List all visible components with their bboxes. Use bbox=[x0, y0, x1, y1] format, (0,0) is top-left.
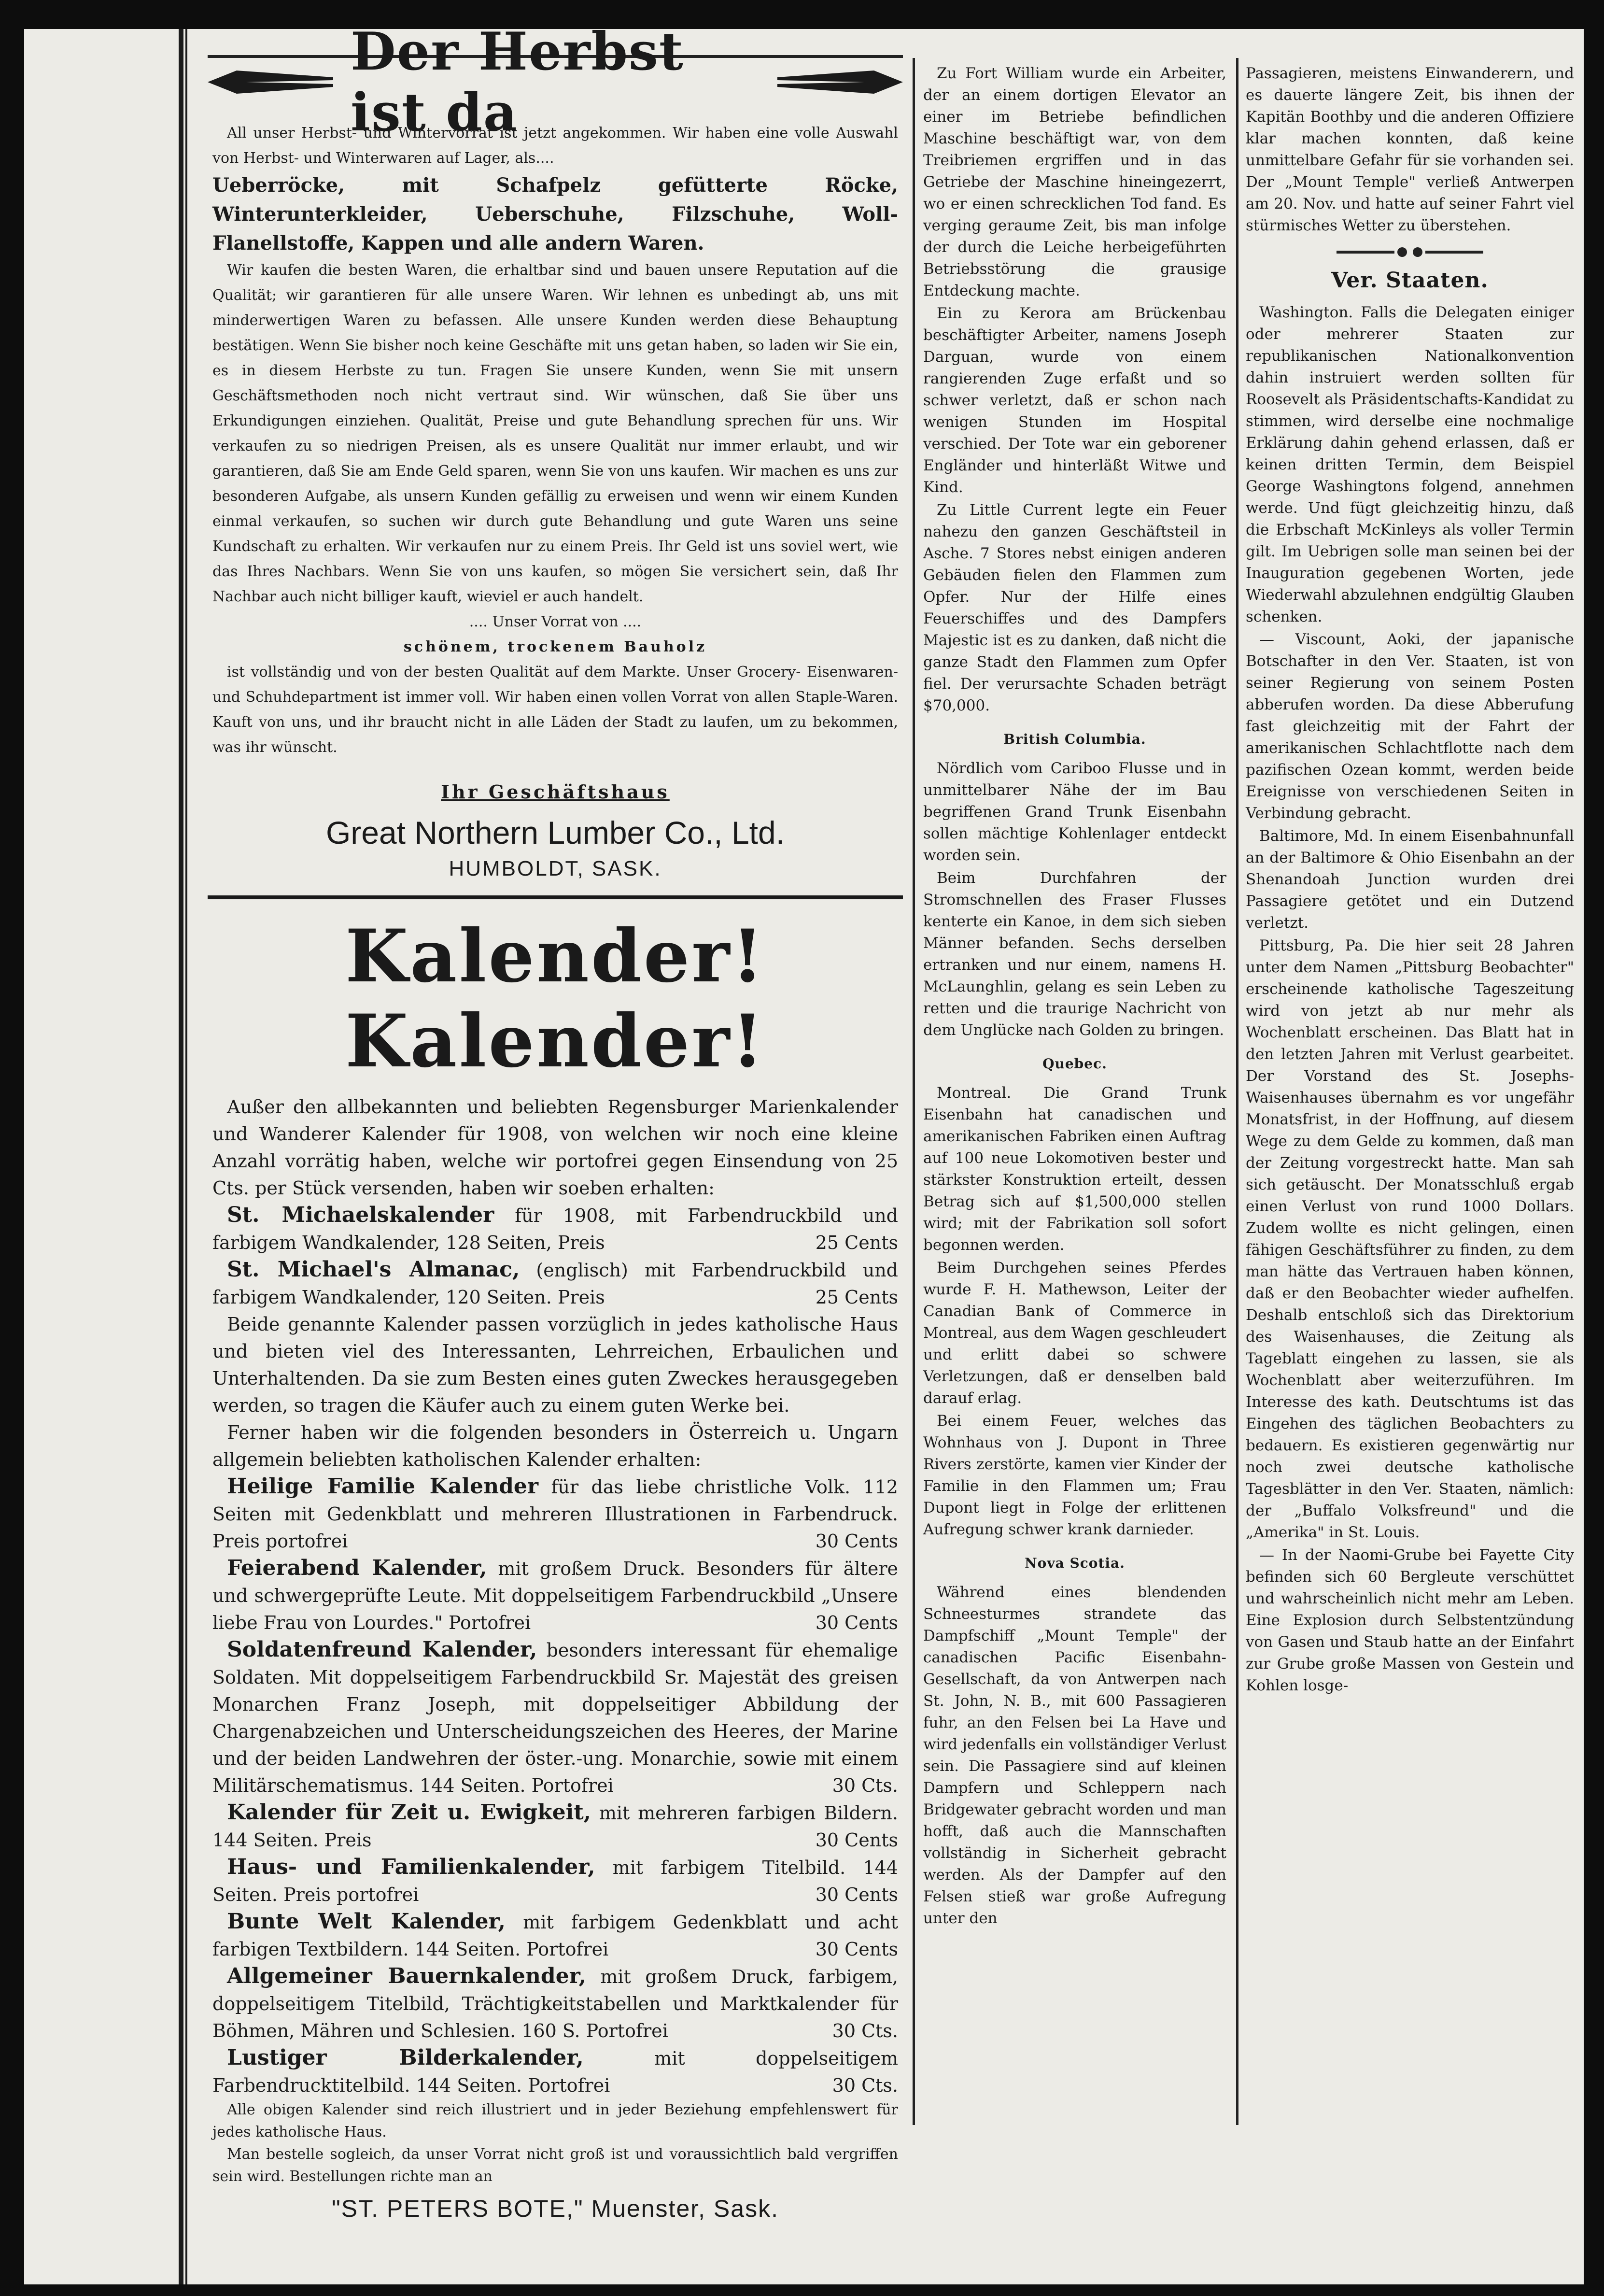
herbst-text: Wir kaufen die besten Waren, die erhaltbar sind und bauen unsere Reputation auf die Qualität; wir garantieren für alle unsere Waren. Wir lehnen es unbedingt ab, uns mit minderwertigen Waren zu befassen. Alle unsere Kunden werden diese Behauptung bestätigen. Wenn Sie bisher noch keine Geschäfte mit uns getan haben, so laden wir Sie ein, es in diesem Herbste zu tun. Fragen Sie unsere Kunden, wenn Sie mit unsern Geschäftsmethoden noch nicht vertraut sind. Wir wünschen, daß Sie über uns Erkundigungen einziehen. Qualität, Preise und gute Behandlung sprechen für uns. Wir verkaufen zu so niedrigen Preisen, als es unsere Qualität nur immer erlaubt, und wir garantieren, daß Sie am Ende Geld sparen, wenn Sie von uns kaufen. Wir machen es uns zur besonderen Aufgabe, als unsern Kunden gefällig zu erweisen und wenn wir einem Kunden einmal verkaufen, so suchen wir durch gute Behandlung und gute Waren uns seine Kundschaft zu erhalten. Wir verkaufen nur zu einem Preis. Ihr Geld ist uns soviel wert, wie das Ihres Nachbars. Wenn Sie von uns kaufen, so mögen Sie versichert sein, daß Ihr Nachbar auch nicht billiger kauft, wieviel er auch handelt. bbox=[212, 262, 898, 605]
article-naomi-grube: — In der Naomi-Grube bei Fayette City befinden sich 60 Bergleute verschüttet und wahrscheinlich nicht mehr am Leben. Eine Explosion durch Selbstentzündung von Gasen und Staub hatte an der Einfahrt zur Grube große Massen von Gestein und Kohlen losge- bbox=[1246, 1546, 1574, 1694]
news-column-canada bbox=[923, 63, 1226, 2125]
kalender-note-2: Man bestelle sogleich, da unser Vorrat nicht groß ist und voraussichtlich bald vergriffen sein wird. Bestellungen richte man an bbox=[212, 2146, 898, 2185]
herbst-intro: All unser Herbst- und Wintervorrat ist jetzt angekommen. Wir haben eine volle Auswahl von Herbst- und Winterwaren auf Lager, als.... bbox=[212, 125, 898, 167]
kalender-intro: Außer den allbekannten und beliebten Regensburger Marienkalender und Wanderer Kalender für 1908, von welchen wir noch eine kleine Anzahl vorrätig haben, welche wir portofrei gegen Einsendung von 25 Cts. per Stück versenden, haben wir soeben erhalten: bbox=[212, 1096, 898, 1199]
heading-ver-staaten: Ver. Staaten. bbox=[1331, 268, 1489, 293]
herbst-body bbox=[208, 121, 903, 805]
kalender-item: St. Michael's Almanac, (englisch) mit Farbendruckbild und farbigem Wandkalender, 120 Seiten. Preis 25 Cents bbox=[212, 1257, 898, 1308]
article-mathewson: Beim Durchgehen seines Pferdes wurde F. H. Mathewson, Leiter der Canadian Bank of Commerce in Montreal, aus dem Wagen geschleudert und erlitt dabei so schwere Verletzungen, daß er denselben bald darauf erlag. bbox=[923, 1259, 1226, 1407]
article-mount-temple-cont: Passagieren, meistens Einwanderern, und es dauerte längere Zeit, bis ihnen der Kapitän Boothby und die anderen Offiziere klar machen konnten, daß keine unmittelbare Gefahr für sie vorhanden sei. Der „Mount Temple" verließ Antwerpen am 20. Nov. und hatte auf seiner Fahrt viel stürmisches Wetter zu überstehen. bbox=[1246, 65, 1574, 234]
article-little-current: Zu Little Current legte ein Feuer nahezu den ganzen Geschäftsteil in Asche. 7 Stores nebst einigen anderen Gebäuden fielen den Flammen zum Opfer. Nur der Hilfe eines Feuerschiffes und des Dampfers Majestic ist es zu danken, daß nicht die ganze Stadt den Flammen zum Opfer fiel. Der verursachte Schaden beträgt $70,000. bbox=[923, 501, 1226, 714]
herbst-header bbox=[208, 21, 903, 143]
newspaper-page bbox=[24, 21, 1584, 2284]
company-place: HUMBOLDT, SASK. bbox=[449, 857, 662, 880]
kalender-title: Kalender! Kalender! bbox=[345, 914, 766, 1084]
kalender-body bbox=[208, 1093, 903, 2188]
kalender-item: Kalender für Zeit u. Ewigkeit, mit mehreren farbigen Bildern. 144 Seiten. Preis 30 Cents bbox=[212, 1800, 898, 1851]
kalender-item: Soldatenfreund Kalender, besonders interessant für ehemalige Soldaten. Mit doppelseitigem Farbendruckbild Sr. Majestät des greisen Monarchen Franz Joseph, mit doppelseitiger Abbildung der Chargenabzeichen und Unterscheidungszeichen des Heeres, der Marine und der beiden Landwehren der öster.-ung. Monarchie, sowie mit einem Militärschematismus. 144 Seiten. Portofrei 30 Cts. bbox=[212, 1637, 898, 1796]
herbst-vorrat: .... Unser Vorrat von .... bbox=[469, 613, 642, 630]
left-border-rule-thin bbox=[185, 29, 187, 2284]
article-fraser: Beim Durchfahren der Stromschnellen des Fraser Flusses kenterte ein Kanoe, in dem sich sieben Männer befanden. Sechs derselben ertranken und nur einem, namens H. McLaunghlin, gelang es sein Leben zu retten und die traurige Nachricht von dem Unglücke nach Golden zu bringen. bbox=[923, 869, 1226, 1039]
kalender-note-1: Alle obigen Kalender sind reich illustriert und in jeder Beziehung empfehlenswert für jedes katholische Haus. bbox=[212, 2101, 898, 2140]
article-montreal: Montreal. Die Grand Trunk Eisenbahn hat canadischen und amerikanischen Fabriken einen Auftrag auf 100 neue Lokomotiven bester und stärkster Konstruktion erteilt, dessen Betrag sich auf $1,500,000 stellen wird; mit der Fabrikation soll sofort begonnen werden. bbox=[923, 1084, 1226, 1254]
kalender-item: Lustiger Bilderkalender, mit doppelseitigem Farbendrucktitelbild. 144 Seiten. Portofrei 30 Cts. bbox=[212, 2045, 898, 2096]
kalender-item: Bunte Welt Kalender, mit farbigem Gedenkblatt und acht farbigen Textbildern. 144 Seiten. Portofrei 30 Cents bbox=[212, 1909, 898, 1960]
article-three-rivers: Bei einem Feuer, welches das Wohnhaus von J. Dupont in Three Rivers zerstörte, kamen vier Kinder der Familie in den Flammen um; Frau Dupont liegt in Folge der erlittenen Aufregung schwer krank darnieder. bbox=[923, 1412, 1226, 1538]
kalender-middle-1: Beide genannte Kalender passen vorzüglich in jedes katholische Haus und bieten viel des Interessanten, Lehrreichen, Erbaulichen und Unterhaltenden. Da sie zum Besten eines guten Zweckes herausgegeben werden, so tragen die Käufer auch zu einem guten Werke bei. bbox=[212, 1314, 898, 1416]
news-column-usa bbox=[1246, 63, 1574, 2125]
article-cariboo: Nördlich vom Cariboo Flusse und in unmittelbarer Nähe der im Bau begriffenen Grand Trunk Eisenbahn sollen mächtige Kohlenlager entdeckt worden sein. bbox=[923, 760, 1226, 864]
kalender-middle-2: Ferner haben wir die folgenden besonders in Österreich u. Ungarn allgemein beliebten katholischen Kalender erhalten: bbox=[212, 1422, 898, 1470]
kalender-item: St. Michaelskalender für 1908, mit Farbendruckbild und farbigem Wandkalender, 128 Seiten, Preis 25 Cents bbox=[212, 1203, 898, 1253]
herbst-text-2: ist vollständig und von der besten Qualität auf dem Markte. Unser Grocery- Eisenwaren- und Schuhdepartment ist immer voll. Wir haben einen vollen Vorrat von allen Staple-Waren. Kauft von uns, und ihr braucht nicht in alle Läden der Stadt zu laufen, um zu bekommen, was ihr wünscht. bbox=[212, 664, 898, 756]
section-ornament bbox=[1246, 247, 1574, 257]
ad-separator bbox=[208, 895, 903, 899]
advertisement-column bbox=[208, 21, 903, 2222]
article-mount-temple: Während eines blendenden Schneesturmes strandete das Dampfschiff „Mount Temple" der canadischen Pacific Eisenbahn-Gesellschaft, da von Antwerpen nach St. John, N. B., mit 600 Passagieren fuhr, an den Felsen bei La Have und wird jedenfalls ein vollständiger Verlust sein. Die Passagiere sind auf kleinen Dampfern und Schleppern nach Bridgewater gebracht worden und man hofft, daß auch die Mannschaften vollständig in Sicherheit gebracht werden. Als der Dampfer auf den Felsen stieß war große Aufregung unter den bbox=[923, 1584, 1226, 1927]
article-fort-william: Zu Fort William wurde ein Arbeiter, der an einem dortigen Elevator an einer im Betriebe befindlichen Maschine beschäftigt war, von dem Treibriemen ergriffen und in das Getriebe der Maschine hineingezerrt, wo er einen schrecklichen Tod fand. Es verging geraume Zeit, bis man infolge der durch die Leiche herbeigeführten Betriebsstörung die grausige Entdeckung machte. bbox=[923, 65, 1226, 299]
column-rule-2 bbox=[1236, 58, 1238, 2125]
left-border-rule bbox=[179, 29, 183, 2284]
herbst-title: Der Herbst ist da bbox=[351, 21, 684, 143]
herbst-goods: Ueberröcke, mit Schafpelz gefütterte Röcke, Winterunterkleider, Ueberschuhe, Filzschuhe, Woll-Flanellstoffe, Kappen und alle andern Waren. bbox=[212, 174, 898, 255]
arrow-left-ornament bbox=[208, 68, 333, 97]
kalender-item: Allgemeiner Bauernkalender, mit großem Druck, farbigem, doppelseitigem Titelbild, Trächtigkeitstabellen und Marktkalender für Böhmen, Mähren und Schlesien. 160 S. Portofrei 30 Cts. bbox=[212, 1964, 898, 2041]
heading-quebec: Quebec. bbox=[1042, 1056, 1107, 1072]
kalender-item: Haus- und Familienkalender, mit farbigem Titelbild. 144 Seiten. Preis portofrei 30 Cents bbox=[212, 1855, 898, 1905]
kalender-item: Feierabend Kalender, mit großem Druck. Besonders für ältere und schwergeprüfte Leute. Mit doppelseitigem Farbendruckbild „Unsere liebe Frau von Lourdes." Portofrei 30 Cents bbox=[212, 1556, 898, 1633]
herbst-bauholz: schönem, trockenem Bauholz bbox=[403, 638, 707, 655]
heading-nova-scotia: Nova Scotia. bbox=[1025, 1555, 1125, 1571]
heading-british-columbia: British Columbia. bbox=[1003, 731, 1146, 747]
company-name: Great Northern Lumber Co., Ltd. bbox=[325, 815, 785, 850]
article-kerora: Ein zu Kerora am Brückenbau beschäftigter Arbeiter, namens Joseph Darguan, wurde von einem rangierenden Zuge erfaßt und so schwer verletzt, daß er schon nach wenigen Stunden im Hospital verschied. Der Tote war ein geborener Engländer und hinterläßt Witwe und Kind. bbox=[923, 305, 1226, 496]
kalender-item: Heilige Familie Kalender für das liebe christliche Volk. 112 Seiten mit Gedenkblatt und mehreren Illustrationen in Farbendruck. Preis portofrei 30 Cents bbox=[212, 1474, 898, 1552]
herbst-signature: Ihr Geschäftshaus bbox=[441, 781, 670, 803]
article-baltimore: Baltimore, Md. In einem Eisenbahnunfall an der Baltimore & Ohio Eisenbahn an der Shenandoah Junction wurden drei Passagiere getötet und ein Dutzend verletzt. bbox=[1246, 827, 1574, 932]
arrow-right-ornament bbox=[777, 68, 903, 97]
article-washington: Washington. Falls die Delegaten einiger oder mehrerer Staaten zur republikanischen Nationalkonvention dahin instruiert werden sollten für Roosevelt als Präsidentschafts-Kandidat zu stimmen, wird derselbe eine nochmalige Erklärung dahin gehend erlassen, daß er keinen dritten Termin, dem Beispiel George Washingtons folgend, annehmen werde. Und fügt gleichzeitig hinzu, daß die Erbschaft McKinleys als voller Termin gilt. Im Uebrigen solle man seinen bei der Inauguration gegebenen Worten, jede Wiederwahl abzulehnen endgültig Glauben schenken. bbox=[1246, 304, 1574, 625]
article-aoki: — Viscount, Aoki, der japanische Botschafter in den Ver. Staaten, ist von seiner Regierung von seinem Posten abberufen worden. Da diese Abberufung fast gleichzeitig mit der Fahrt der amerikanischen Schlachtflotte nach dem pazifischen Ozean kommt, werden beide Ereignisse von verschiedenen Seiten in Verbindung gebracht. bbox=[1246, 631, 1574, 822]
column-rule-1 bbox=[913, 58, 915, 2125]
article-pittsburg: Pittsburg, Pa. Die hier seit 28 Jahren unter dem Namen „Pittsburg Beobachter" erscheinende katholische Tageszeitung wird von jetzt ab nur mehr als Wochenblatt erscheinen. Das Blatt hat in den letzten Jahren mit Verlust gearbeitet. Der Vorstand des St. Josephs-Waisenhauses übernahm es vor ungefähr Monatsfrist, in der Hoffnung, auf diesem Wege zu dem Gelde zu kommen, daß man der Zeitung vorgestreckt hatte. Man sah sich getäuscht. Der Monatsschluß ergab einen Verlust von rund 1000 Dollars. Zudem wollte es nicht gelingen, einen fähigen Geschäftsführer zu finden, zu dem man hätte das Vertrauen haben können, daß er den Beobachter wieder aufhelfen. Deshalb entschloß sich das Direktorium des Waisenhauses, die Zeitung als Tageblatt eingehen zu lassen, sie als Wochenblatt aber weiterzuführen. Im Interesse des kath. Deutschtums ist das Eingehen des täglichen Beobachters zu bedauern. Es existieren gegenwärtig nur noch zwei deutsche katholische Tagesblätter in den Ver. Staaten, nämlich: der „Buffalo Volksfreund" und die „Amerika" in St. Louis. bbox=[1246, 937, 1574, 1541]
kalender-address: "ST. PETERS BOTE," Muenster, Sask. bbox=[332, 2195, 779, 2222]
